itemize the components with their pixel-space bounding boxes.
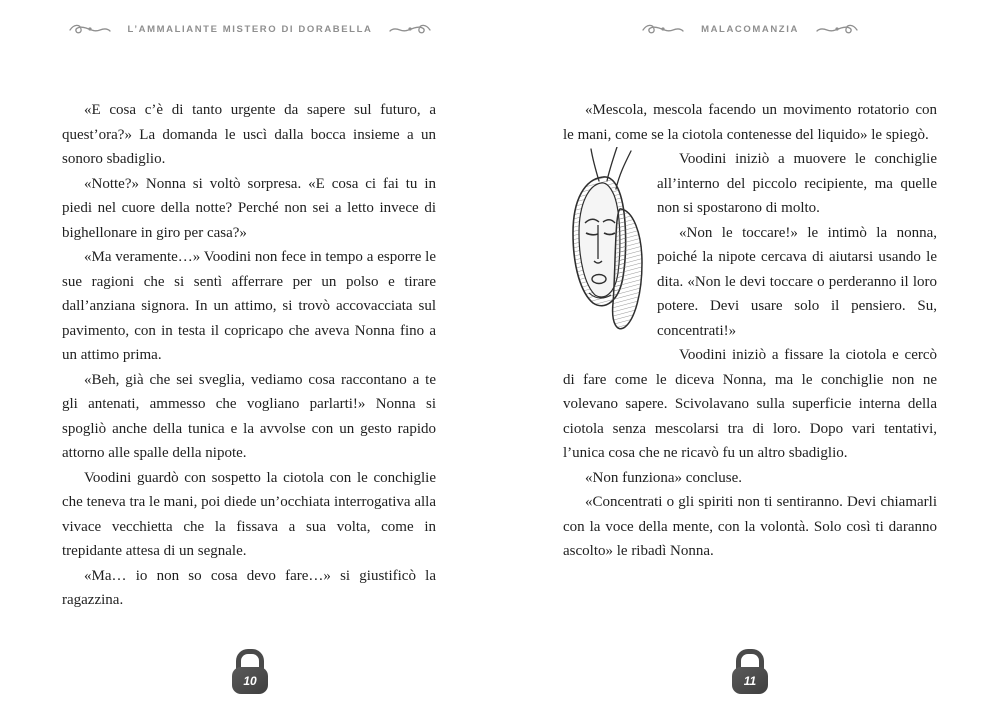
page-number-padlock: [231, 649, 269, 694]
right-page-header: [500, 22, 1000, 36]
paragraph: «Mescola, mescola facendo un movimento rotatorio con le mani, come se la ciotola contenesse del liquido» le spiegò.: [563, 102, 937, 143]
paragraph: Voodini iniziò a fissare la ciotola e cercò di fare come le diceva Nonna, ma le conchiglie non ne volevano sapere. Scivolavano sulla superficie interna della ciotola senza mescolarsi tra di loro. Dopo vari tentativi, l’unica cosa che ne ricavò fu un altro sbadiglio.: [563, 347, 937, 461]
padlock-body-icon: [232, 667, 268, 694]
right-running-title: MALACOMANZIA: [701, 23, 799, 35]
right-page: [500, 0, 1000, 716]
left-running-title: L’AMMALIANTE MISTERO DI DORABELLA: [127, 23, 373, 35]
paragraph: «Non le toccare!» le intimò la nonna, poiché la nipote cercava di aiutarsi usando le dita. «Non le devi toccare o perderanno il loro potere. Devi usare solo il pensiero. Su, concentrati!»: [657, 224, 937, 339]
paragraph: «Ma… io non so cosa devo fare…» si giustificò la ragazzina.: [62, 567, 436, 608]
left-text-column: [62, 98, 436, 613]
paragraph: Voodini guardò con sospetto la ciotola con le conchiglie che teneva tra le mani, poi diede un’occhiata interrogativa alla vivace vecchietta che la fissava a sua volta, come in trepidante attesa di un segnale.: [62, 469, 436, 559]
hanging-mask-illustration: [563, 147, 647, 343]
page-number: 11: [743, 673, 757, 688]
swirl-flourish-icon: [68, 22, 112, 36]
swirl-flourish-icon: [641, 22, 685, 36]
paragraph: «Notte?» Nonna si voltò sorpresa. «E cosa ci fai tu in piedi nel cuore della notte? Perché non sei a letto invece di bighellonare in giro per casa?»: [62, 175, 436, 241]
paragraph: «Concentrati o gli spiriti non ti sentiranno. Devi chiamarli con la voce della mente, con la volontà. Solo così ti daranno ascolto» le ribadì Nonna.: [563, 494, 937, 559]
paragraph: «Non funziona» concluse.: [585, 469, 743, 486]
padlock-body-icon: [732, 667, 768, 694]
paragraph: «E cosa c’è di tanto urgente da sapere sul futuro, a quest’ora?» La domanda le uscì dalla bocca insieme a un sonoro sbadiglio.: [62, 102, 436, 167]
right-text-column: [563, 98, 937, 564]
paragraph: Voodini iniziò a muovere le conchiglie all’interno del piccolo recipiente, ma quelle non si spostarono di molto.: [657, 151, 937, 216]
page-number-padlock: [731, 649, 769, 694]
page-number: 10: [243, 673, 257, 688]
swirl-flourish-icon: [815, 22, 859, 36]
paragraph: «Ma veramente…» Voodini non fece in tempo a esporre le sue ragioni che si sentì afferrare per un polso e tirare dall’anziana signora. In un attimo, si trovò accovacciata sul pavimento, con in testa il copricapo che aveva Nonna fino a un attimo prima.: [62, 249, 436, 363]
padlock-shackle-icon: [236, 649, 264, 669]
swirl-flourish-icon: [388, 22, 432, 36]
paragraph: «Beh, già che sei sveglia, vediamo cosa raccontano a te gli antenati, ammesso che vogliano parlarti!» Nonna si spogliò anche della tunica e la avvolse con un gesto rapido attorno alle spalle della nipote.: [62, 371, 436, 461]
left-page-header: [0, 22, 500, 36]
padlock-shackle-icon: [736, 649, 764, 669]
